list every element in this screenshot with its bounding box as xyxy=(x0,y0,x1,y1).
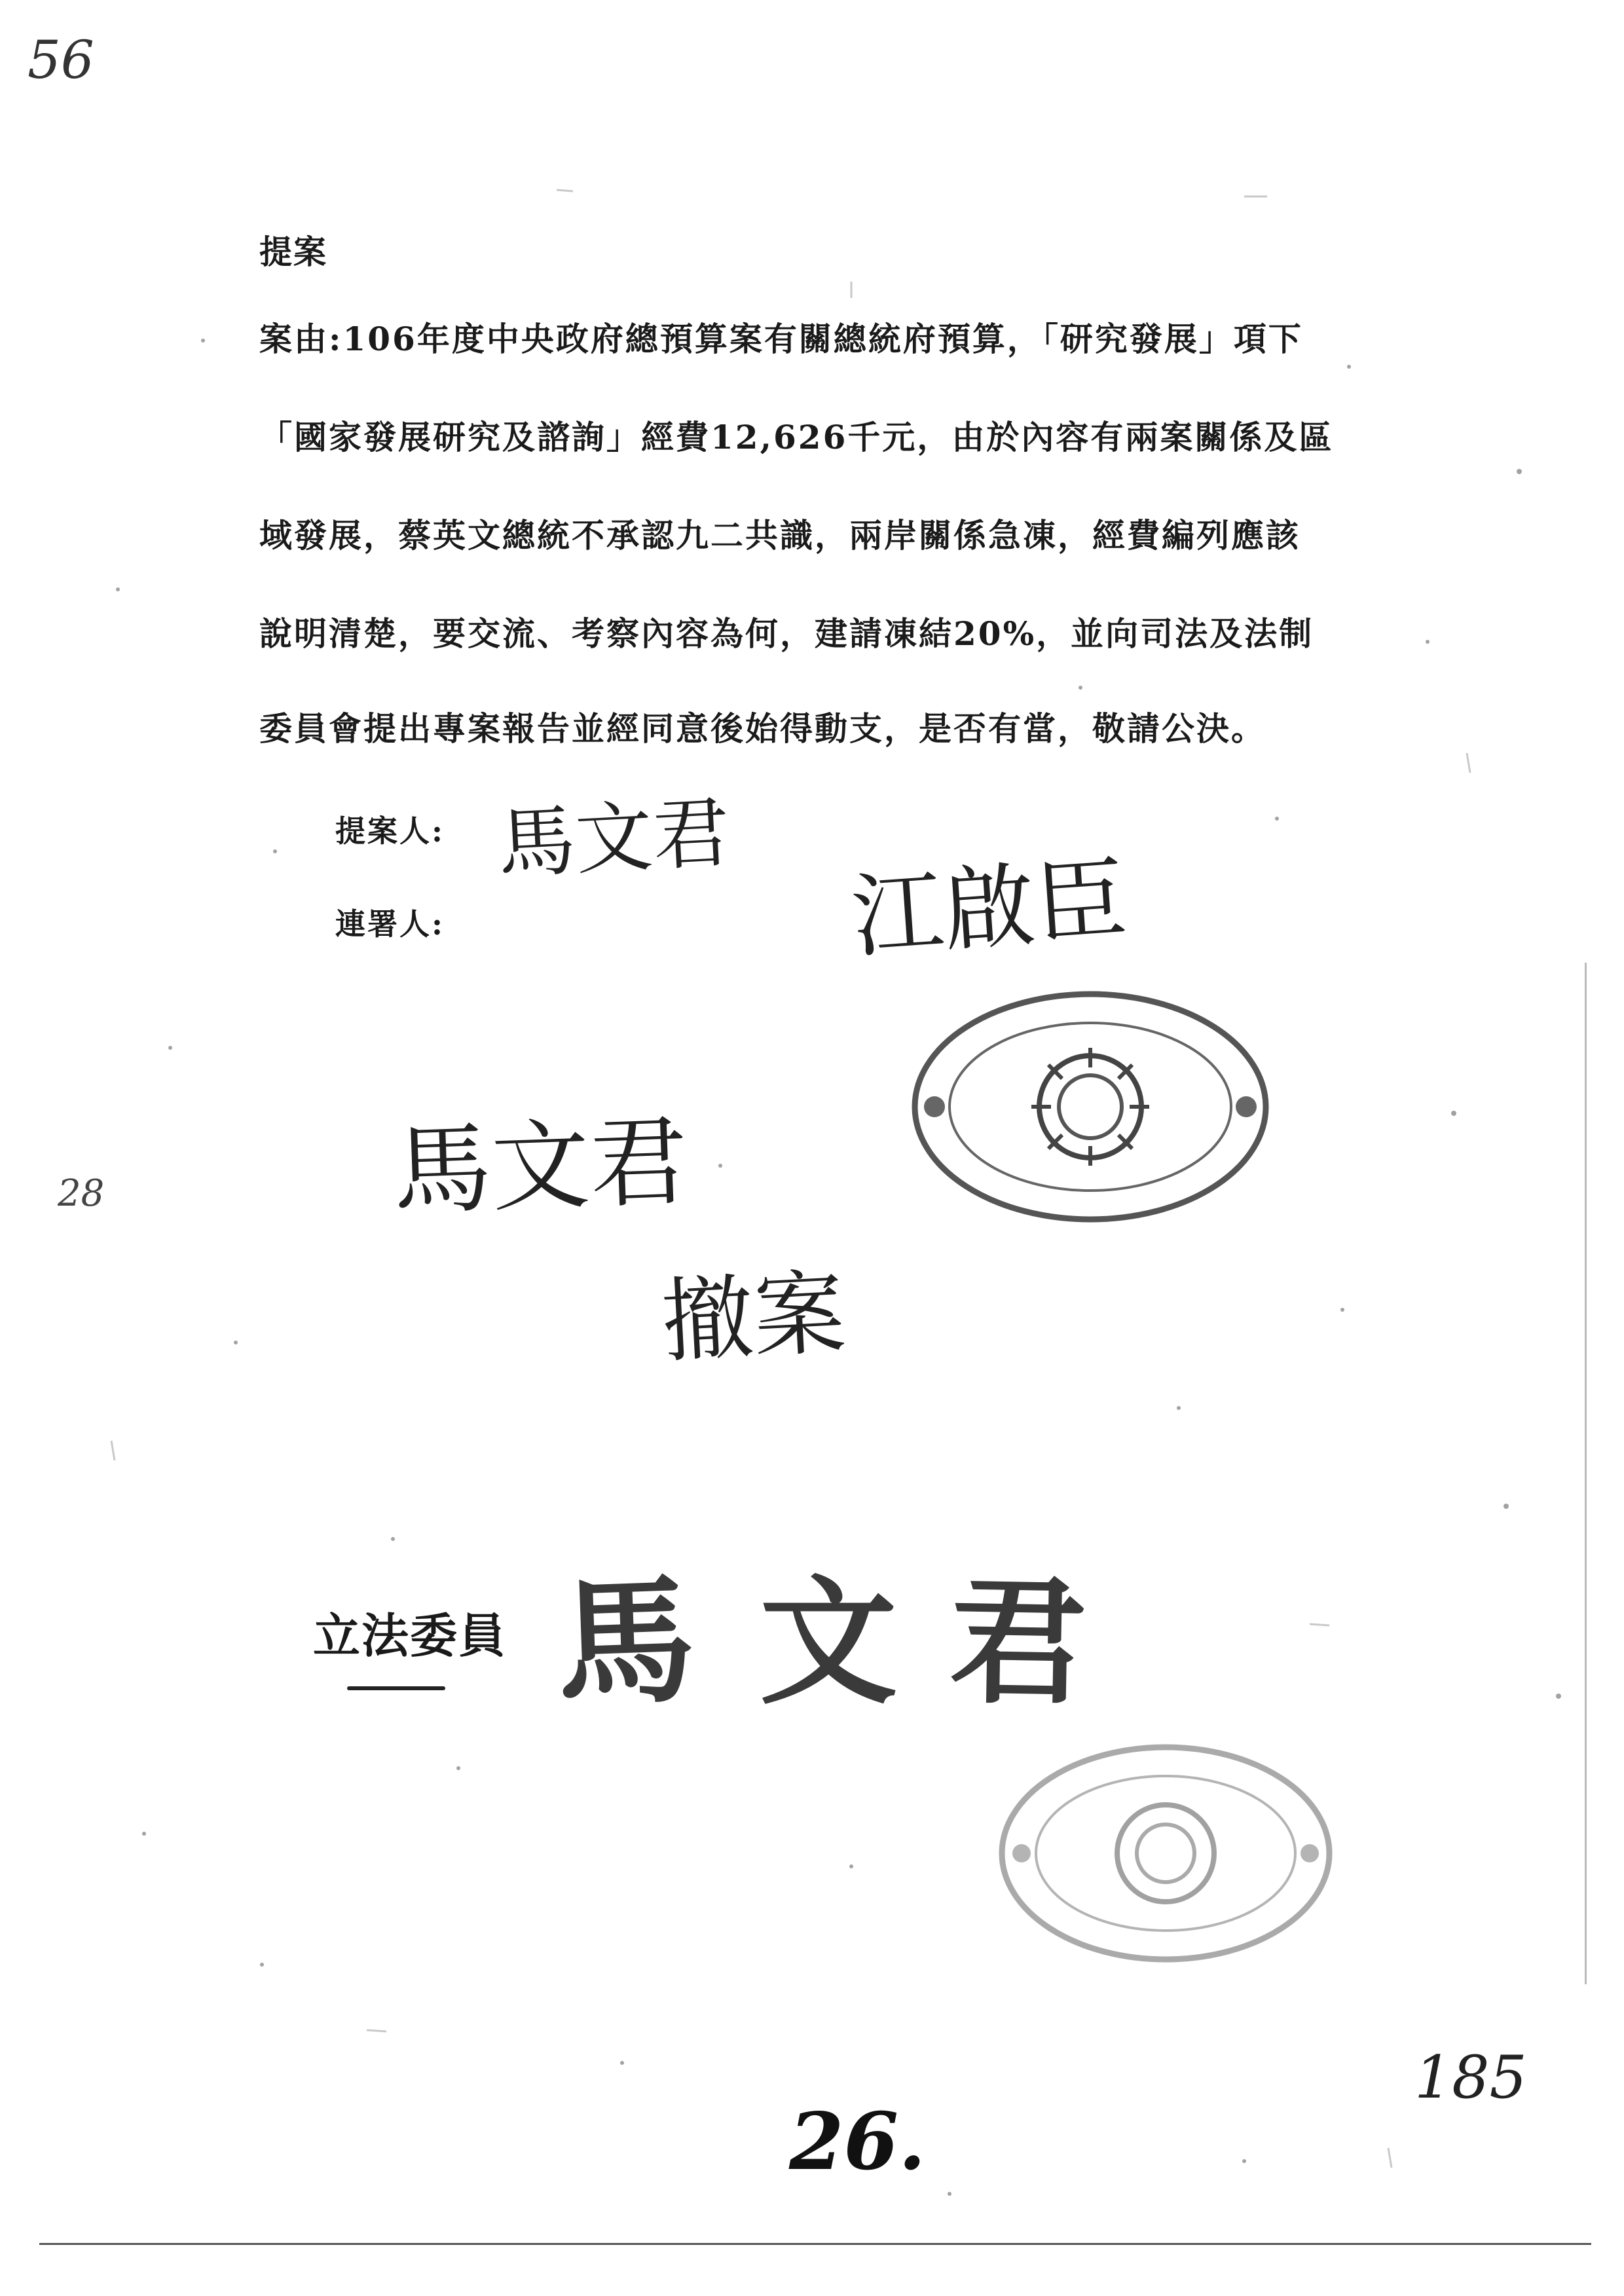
bottom-rule xyxy=(39,2243,1591,2245)
legislator-name-char-1: 馬 xyxy=(554,1559,697,1726)
body-line-3: 域發展，蔡英文總統不承認九二共識，兩岸關係急凍，經費編列應該 xyxy=(259,516,1301,555)
margin-number: 28 xyxy=(58,1172,105,1215)
body-line-2: 「國家發展研究及諮詢」經費12,626千元，由於內容有兩案關係及區 xyxy=(259,418,1334,456)
proposer-signature: 馬文君 xyxy=(496,787,732,890)
scan-edge-line xyxy=(1585,963,1587,1984)
proposer-label: 提案人: xyxy=(335,813,445,849)
corner-mark: 56 xyxy=(28,29,94,90)
body-line-5: 委員會提出專案報告並經同意後始得動支，是否有當，敬請公決。 xyxy=(259,709,1266,748)
folio-number: 185 xyxy=(1414,2043,1527,2112)
second-signature: 馬文君 xyxy=(391,1105,690,1229)
handwritten-page-number: 26. xyxy=(789,2096,926,2188)
cosigner-label: 連署人: xyxy=(335,906,445,942)
official-seal-stamp xyxy=(907,986,1274,1228)
faded-seal-stamp xyxy=(995,1739,1336,1968)
legislator-title: 立法委員 xyxy=(313,1608,507,1663)
body-line-1: 案由:106年度中央政府總預算案有關總統府預算，「研究發展」項下 xyxy=(259,320,1303,358)
cosigner-signature: 江啟臣 xyxy=(848,845,1131,972)
document-title: 提案 xyxy=(259,232,327,271)
withdrawal-note: 撤案 xyxy=(659,1259,848,1377)
body-line-4: 說明清楚，要交流、考察內容為何，建請凍結20%，並向司法及法制 xyxy=(259,614,1314,653)
title-underline xyxy=(347,1686,445,1690)
legislator-name-char-3: 君 xyxy=(948,1560,1088,1724)
legislator-name-char-2: 文 xyxy=(760,1561,898,1723)
